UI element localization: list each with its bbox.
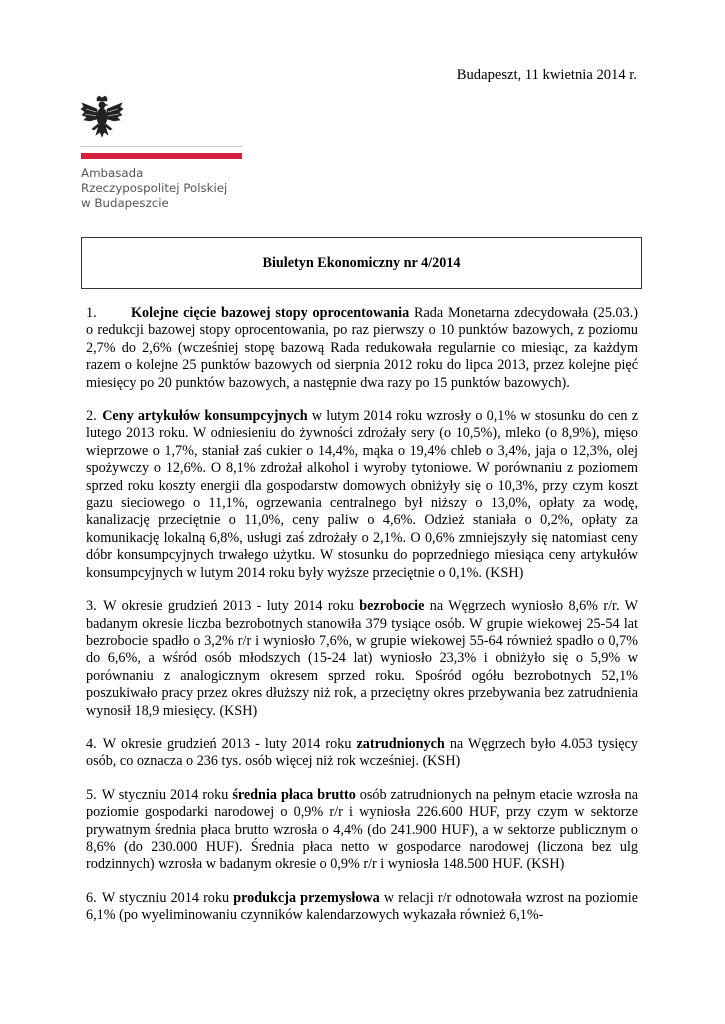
section-text: w lutym 2014 roku wzrosły o 0,1% w stosunku do cen z lutego 2013 roku. W odniesieniu do żywności zdrożały sery (o 10,5%), mleko (o 8,9%), mięso wieprzowe o 1,7%, staniał zaś cukier o 14,4%, mąka o 19,4% chleb o 3,4%, jaja o 12,3%, olej spożywczy o 12,6%. O 8,1% zdrożał alkohol i wyroby tytoniowe. W porównaniu z poziomem sprzed roku koszty energii dla gospodarstw domowych obniżyły się o 10,3%, przy czym koszt gazu sieciowego o 11,1%, ogrzewania centralnego był niższy o 13,0%, opłaty za wodę, kanalizację przeciętnie o 11,0%, ceny paliw o 4,6%. Odzież staniała o 0,2%, opłaty za komunikację lokalną 6,8%, usługi zaś zdrożały o 2,1%. O 0,6% zmniejszyły się natomiast ceny dóbr konsumpcyjnych trwałego użytku. W stosunku do poprzedniego miesiąca ceny artykułów konsumpcyjnych w lutym 2014 roku były wyższe przeciętnie o 0,1%. (KSH) — [86, 408, 638, 581]
section-heading: bezrobocie — [359, 598, 425, 615]
section-3 — [86, 598, 638, 720]
embassy-line: w Budapeszcie — [81, 196, 169, 210]
embassy-line: Rzeczypospolitej Polskiej — [81, 181, 228, 195]
section-1 — [86, 305, 638, 392]
header-divider-red — [81, 153, 242, 159]
section-text: na Węgrzech było 4.053 tysięcy osób, co oznacza o 236 tys. osób więcej niż rok wcześniej. (KSH) — [86, 735, 638, 770]
section-text: w relacji r/r odnotowała wzrost na poziomie 6,1% (po wyeliminowaniu czynników kalendarzowych wykazała również 6,1%- — [86, 889, 639, 924]
header-divider-gray — [81, 146, 242, 147]
section-text: Rada Monetarna zdecydowała (25.03.) o redukcji bazowej stopy oprocentowania, po raz pierwszy o 10 punktów bazowych, z poziomu 2,7% do 2,6% (wcześniej stopę bazową Rada redukowała regularnie co miesiąc, za każdym razem o kolejne 25 punktów bazowych od sierpnia 2012 roku do lipca 2013, przez kolejne pięć miesięcy po 20 punktów bazowych, a następnie dwa razy po 15 punktów bazowych). — [86, 305, 638, 391]
section-intro: W okresie grudzień 2013 - luty 2014 roku — [102, 735, 357, 752]
section-text: na Węgrzech wyniosło 8,6% r/r. W badanym okresie liczba bezrobotnych stanowiła 379 tysiące osób. W grupie wiekowej 25-54 lat bezrobocie spadło o 3,2% r/r i wyniosło 7,6%, w grupie wiekowej 55-64 również spadło o 0,7% do 6,6%, a wśród osób młodszych (15-24 lat) wyniosło 23,3% i obniżyło się o 5,9% w porównaniu z analogicznym okresem sprzed roku. Spośród ogółu bezrobotnych 52,1% poszukiwało pracy przez okres dłuższy niż rok, a przeciętny okres przebywania bez zatrudnienia wynosił 18,9 miesięcy. (KSH) — [86, 598, 638, 719]
section-number: 2. — [86, 408, 97, 425]
section-text: osób zatrudnionych na pełnym etacie wzrosła na poziomie gospodarki narodowej o 0,9% r/r i wyniosła 226.600 HUF, przy czym w sektorze prywatnym średnia płaca brutto wzrosła o 4,4% (do 241.900 HUF), a w sektorze publicznym o 8,6% (do 230.000 HUF). Średnia płaca netto w gospodarce narodowej (liczona bez ulg rodzinnych) wzrosła w badanym okresie o 0,9% r/r i wyniosła 148.500 HUF. (KSH) — [86, 786, 638, 873]
section-heading: produkcja przemysłowa — [233, 889, 380, 906]
section-6 — [86, 890, 638, 925]
section-intro: W styczniu 2014 roku — [101, 889, 234, 906]
bulletin-title: Biuletyn Ekonomiczny nr 4/2014 — [81, 237, 642, 289]
section-intro: W styczniu 2014 roku — [101, 786, 233, 803]
section-number: 4. — [86, 735, 97, 752]
section-heading: Kolejne cięcie bazowej stopy oprocentowania — [131, 305, 410, 321]
section-4 — [86, 736, 638, 771]
embassy-name — [81, 166, 227, 211]
polish-eagle-emblem-icon — [80, 95, 124, 141]
section-heading: Ceny artykułów konsumpcyjnych — [102, 408, 308, 425]
section-number: 5. — [86, 786, 97, 803]
section-heading: średnia płaca brutto — [232, 786, 356, 803]
section-number: 3. — [86, 598, 97, 615]
section-number: 6. — [86, 889, 97, 906]
section-2 — [86, 408, 638, 582]
section-heading: zatrudnionych — [356, 735, 445, 752]
embassy-line: Ambasada — [81, 166, 144, 180]
section-number: 1. — [86, 305, 97, 321]
section-intro: W okresie grudzień 2013 - luty 2014 roku — [103, 598, 360, 615]
document-date: Budapeszt, 11 kwietnia 2014 r. — [456, 67, 637, 83]
section-5 — [86, 787, 638, 874]
bulletin-body — [86, 305, 638, 941]
